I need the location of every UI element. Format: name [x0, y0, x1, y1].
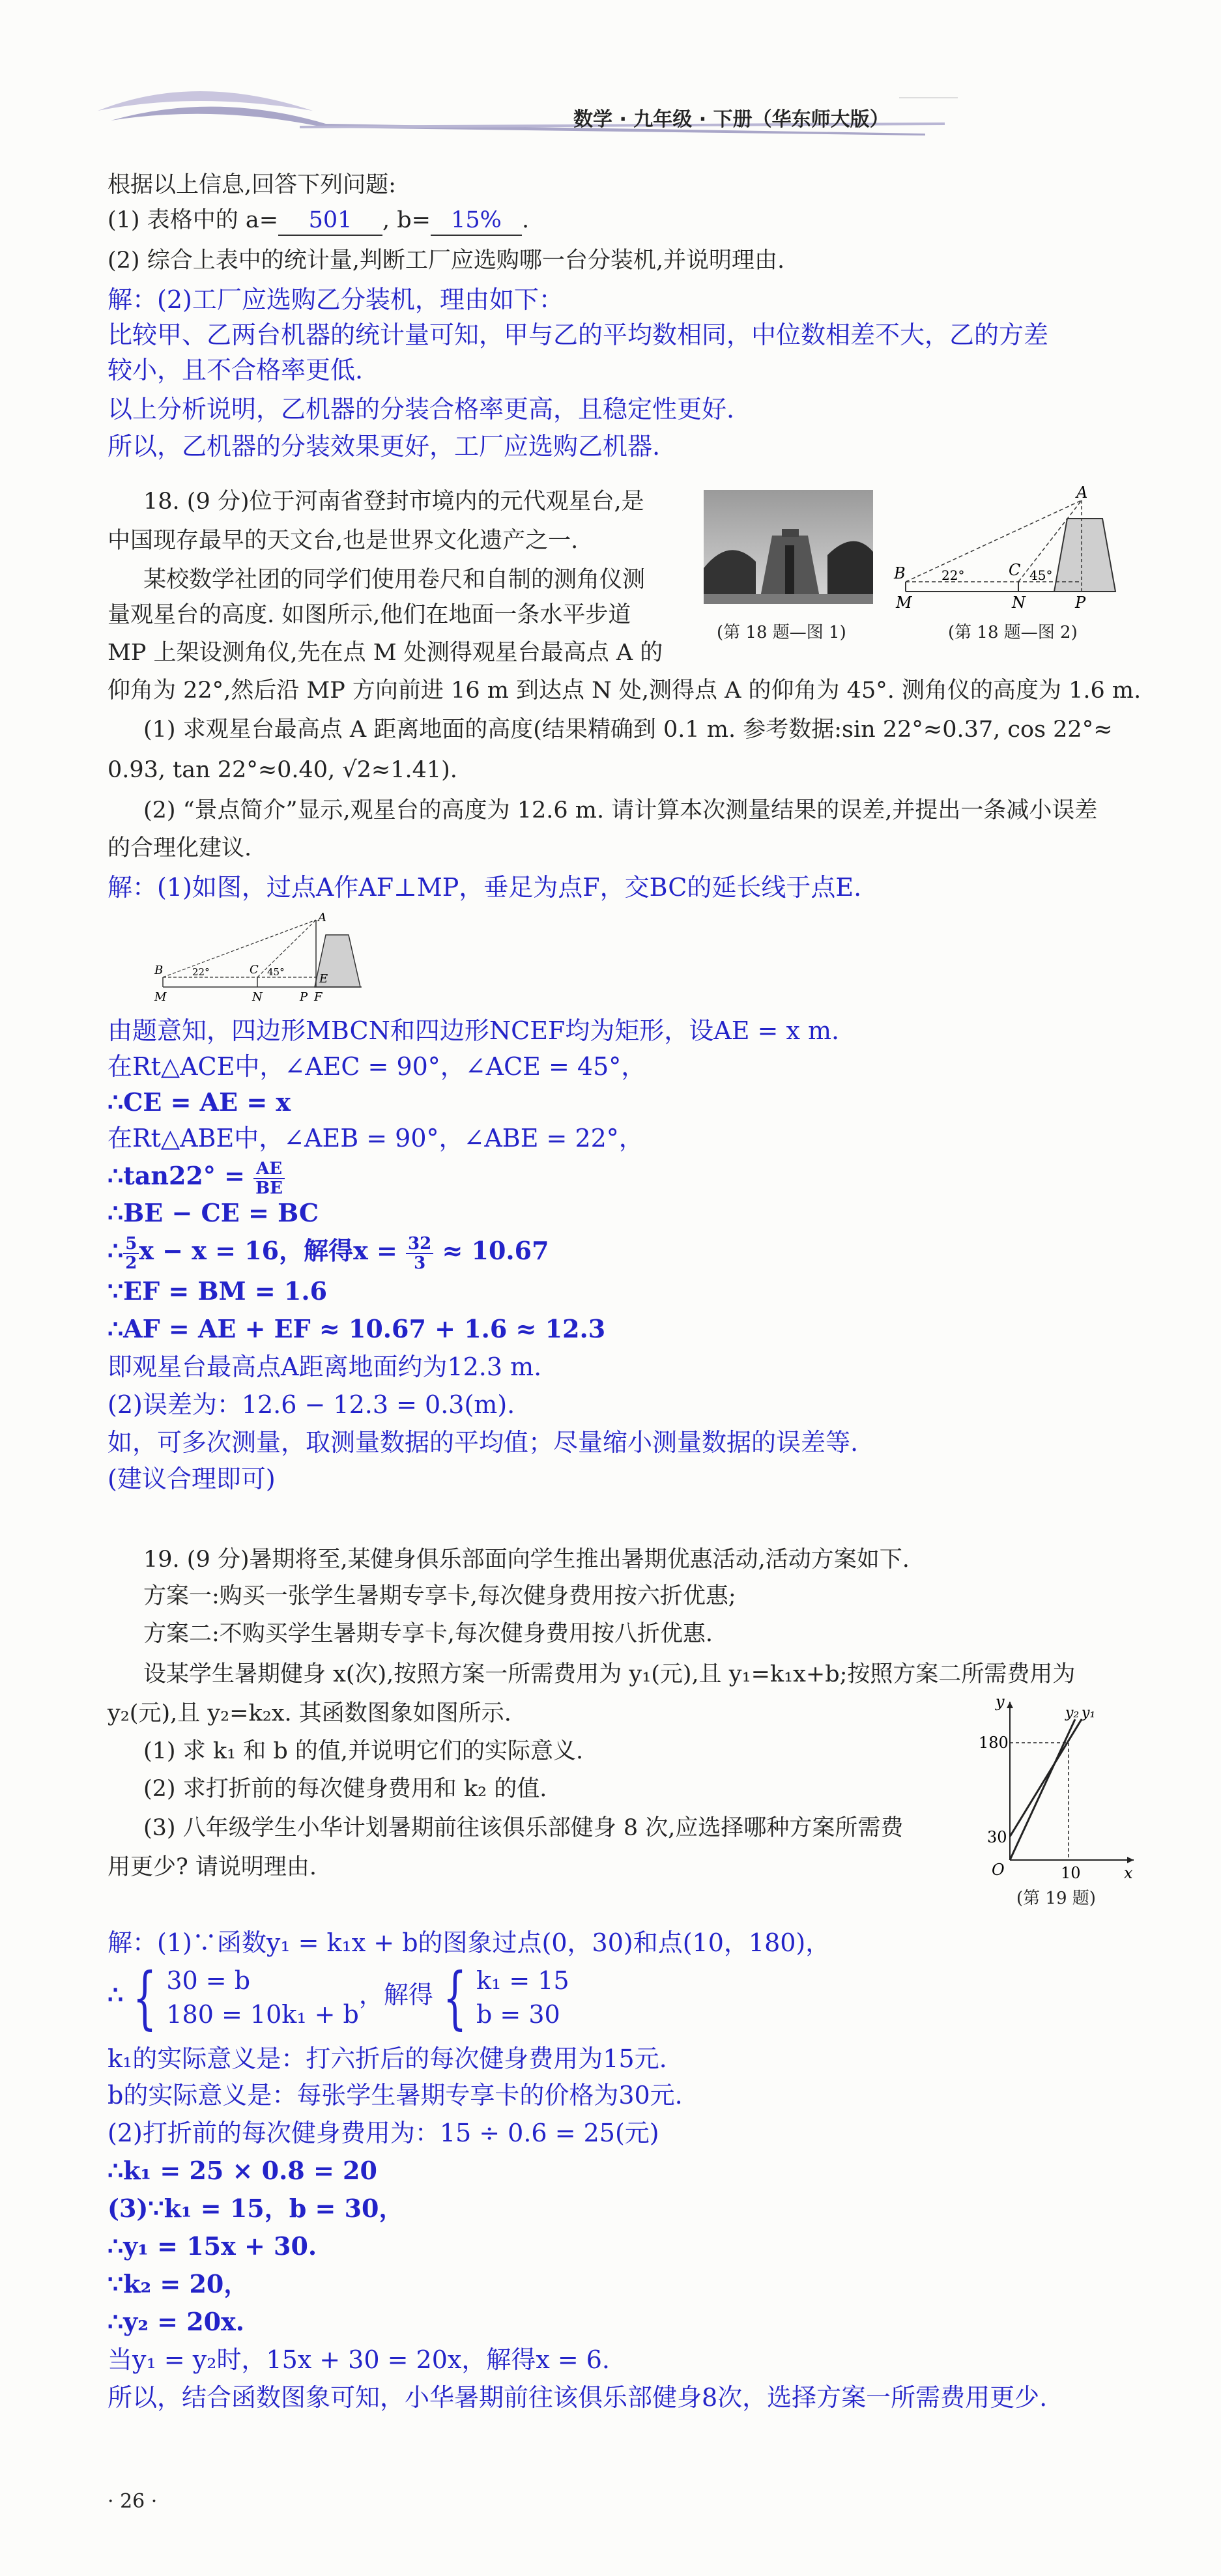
q18-solution-line: ∴BE − CE = BC	[108, 1198, 319, 1227]
q17-solution-line: 所以，乙机器的分装效果更好，工厂应选购乙机器.	[108, 432, 661, 461]
q19-solution-line: (3)∵k₁ = 15，b = 30，	[108, 2194, 404, 2223]
angle-label: 22°	[941, 567, 965, 583]
q18-solution-line: 在Rt△ACE中，∠AEC = 90°，∠ACE = 45°，	[108, 1052, 646, 1081]
q19-line: (3) 八年级学生小华计划暑期前往该俱乐部健身 8 次,应选择哪种方案所需费	[143, 1815, 904, 1841]
diagram-label: N	[252, 990, 263, 1004]
q18-line: 0.93, tan 22°≈0.40, √2≈1.41).	[108, 757, 457, 783]
diagram-label: P	[1075, 594, 1086, 612]
q17-solution-line: 比较甲、乙两台机器的统计量可知，甲与乙的平均数相同，中位数相差不大，乙的方差	[108, 321, 1049, 349]
q19-line: 用更少? 请说明理由.	[108, 1854, 317, 1880]
q19-solution-line: 所以，结合函数图象可知，小华暑期前往该俱乐部健身8次，选择方案一所需费用更少.	[108, 2383, 1048, 2412]
diagram-label: C	[250, 963, 259, 977]
q18-solution-line: (2)误差为：12.6 − 12.3 = 0.3(m).	[108, 1390, 515, 1419]
q18-solution-line: 解：(1)如图，过点A作AF⊥MP，垂足为点F，交BC的延长线于点E.	[108, 873, 862, 902]
q19-solution-line: (2)打折前的每次健身费用为：15 ÷ 0.6 = 25(元)	[108, 2119, 659, 2147]
q19-solution-line: ∴y₂ = 20x.	[108, 2307, 244, 2336]
angle-label: 45°	[1029, 567, 1053, 583]
diagram-label: M	[896, 594, 912, 612]
diagram-label: F	[314, 990, 323, 1004]
q19-solution-system: ∴ { 30 = b 180 = 10k₁ + b ，解得 { k₁ = 15 b = 30	[108, 1957, 569, 2037]
q18-solution-line: ∴CE = AE = x	[108, 1087, 291, 1117]
q19-line: 设某学生暑期健身 x(次),按照方案一所需费用为 y₁(元),且 y₁=k₁x+b;按照方案二所需费用为	[143, 1661, 1076, 1687]
q19-line: 方案一:购买一张学生暑期专享卡,每次健身费用按六折优惠;	[143, 1583, 736, 1609]
q18-solution-line: 由题意知，四边形MBCN和四边形NCEF均为矩形，设AE = x m.	[108, 1016, 840, 1045]
q17-intro: 根据以上信息,回答下列问题:	[108, 172, 396, 198]
q18-line: (1) 求观星台最高点 A 距离地面的高度(结果精确到 0.1 m. 参考数据:sin 22°≈0.37, cos 22°≈	[143, 717, 1113, 743]
line-y1	[1010, 1719, 1082, 1837]
q17-part1: (1) 表格中的 a= 501 , b= 15% .	[108, 206, 529, 236]
q19-line: 19. (9 分)暑期将至,某健身俱乐部面向学生推出暑期优惠活动,活动方案如下.	[143, 1547, 910, 1573]
q19-line: 方案二:不购买学生暑期专享卡,每次健身费用按八折优惠.	[143, 1621, 713, 1647]
q19-solution-line: 当y₁ = y₂时，15x + 30 = 20x，解得x = 6.	[108, 2345, 610, 2374]
q17-solution-line: 以上分析说明，乙机器的分装合格率更高，且稳定性更好.	[108, 395, 735, 423]
tick-label: 30	[987, 1828, 1007, 1846]
header-title: 数学 · 九年级 · 下册（华东师大版）	[573, 108, 889, 131]
function-graph	[979, 1693, 1140, 1882]
diagram-label: A	[1076, 483, 1088, 502]
q18-solution-line: (建议合理即可)	[108, 1465, 276, 1493]
q18-line: 仰角为 22°,然后沿 MP 方向前进 16 m 到达点 N 处,测得点 A 的仰角为 45°. 测角仪的高度为 1.6 m.	[108, 678, 1142, 704]
q19-solution-line: k₁的实际意义是：打六折后的每次健身费用为15元.	[108, 2044, 667, 2073]
q18-solution-line: 在Rt△ABE中，∠AEB = 90°，∠ABE = 22°，	[108, 1124, 644, 1152]
observatory-diagram	[893, 483, 1127, 612]
q19-solution-line: ∴y₁ = 15x + 30.	[108, 2231, 317, 2261]
diagram-label: C	[1009, 561, 1021, 579]
q18-solution-line: 如，可多次测量，取测量数据的平均值；尽量缩小测量数据的误差等.	[108, 1428, 859, 1457]
observatory-photo	[704, 490, 873, 604]
page-header	[0, 0, 1221, 150]
q18-solution-tan: ∴tan22° = $\frac{AE}{BE}$	[108, 1153, 285, 1199]
tick-label: 10	[1061, 1864, 1081, 1882]
q18-line: (2) “景点简介”显示,观星台的高度为 12.6 m. 请计算本次测量结果的误差,并提出一条减小误差	[143, 797, 1098, 823]
q17-solution-line: 解：(2)工厂应选购乙分装机，理由如下：	[108, 285, 564, 314]
series-label-y2: y₂	[1065, 1705, 1080, 1721]
diagram-label: N	[1012, 594, 1026, 612]
angle-label: 45°	[267, 966, 285, 978]
q19-line: (1) 求 k₁ 和 b 的值,并说明它们的实际意义.	[143, 1738, 584, 1764]
tick-label: 180	[979, 1734, 1009, 1752]
q18-line: 量观星台的高度. 如图所示,他们在地面一条水平步道	[108, 602, 631, 628]
axis-label-x: x	[1124, 1864, 1133, 1882]
line-y2	[1010, 1719, 1075, 1860]
solution-diagram	[153, 912, 388, 1003]
q18-line: 的合理化建议.	[108, 835, 252, 861]
q19-line: (2) 求打折前的每次健身费用和 k₂ 的值.	[143, 1776, 547, 1802]
fig1-caption: (第 18 题—图 1)	[717, 623, 846, 642]
diagram-label: E	[319, 972, 328, 986]
diagram-label: B	[894, 564, 906, 582]
page-number: · 26 ·	[108, 2490, 158, 2513]
q19-solution-line: ∴k₁ = 25 × 0.8 = 20	[108, 2156, 377, 2185]
q18-solution-line: ∴AF = AE + EF ≈ 10.67 + 1.6 ≈ 12.3	[108, 1314, 606, 1343]
origin-label: O	[992, 1861, 1005, 1879]
q17-part2: (2) 综合上表中的统计量,判断工厂应选购哪一台分装机,并说明理由.	[108, 248, 785, 274]
diagram-label: A	[318, 911, 326, 924]
q19-solution-line: 解：(1)∵函数y₁ = k₁x + b的图象过点(0，30)和点(10，180)，	[108, 1928, 831, 1957]
diagram-label: P	[300, 990, 308, 1004]
q19-line: y₂(元),且 y₂=k₂x. 其函数图象如图所示.	[108, 1700, 511, 1726]
q18-line: 中国现存最早的天文台,也是世界文化遗产之一.	[108, 528, 579, 554]
angle-label: 22°	[192, 966, 210, 978]
fig2-caption: (第 18 题—图 2)	[948, 623, 1078, 642]
diagram-label: B	[154, 964, 164, 977]
fig19-caption: (第 19 题)	[1016, 1889, 1096, 1908]
q18-line: 某校数学社团的同学们使用卷尺和自制的测角仪测	[143, 567, 646, 593]
blank-a: 501	[278, 206, 382, 236]
q19-solution-line: b的实际意义是：每张学生暑期专享卡的价格为30元.	[108, 2081, 683, 2110]
blank-b: 15%	[431, 206, 522, 236]
q18-line: MP 上架设测角仪,先在点 M 处测得观星台最高点 A 的	[108, 640, 663, 666]
series-label-y1: y₁	[1082, 1705, 1096, 1721]
diagram-label: M	[154, 990, 167, 1004]
q18-solution-line: 即观星台最高点A距离地面约为12.3 m.	[108, 1352, 542, 1381]
axis-label-y: y	[996, 1693, 1005, 1711]
q17-solution-line: 较小，且不合格率更低.	[108, 356, 364, 384]
q18-line: 18. (9 分)位于河南省登封市境内的元代观星台,是	[143, 489, 644, 515]
q18-solution-equation: ∴ $\frac{5}{2}$ x − x = 16，解得x = $\frac{32}{3}$ ≈ 10.67	[108, 1233, 549, 1273]
q18-solution-line: ∵EF = BM = 1.6	[108, 1276, 328, 1306]
q19-solution-line: ∵k₂ = 20，	[108, 2269, 249, 2298]
